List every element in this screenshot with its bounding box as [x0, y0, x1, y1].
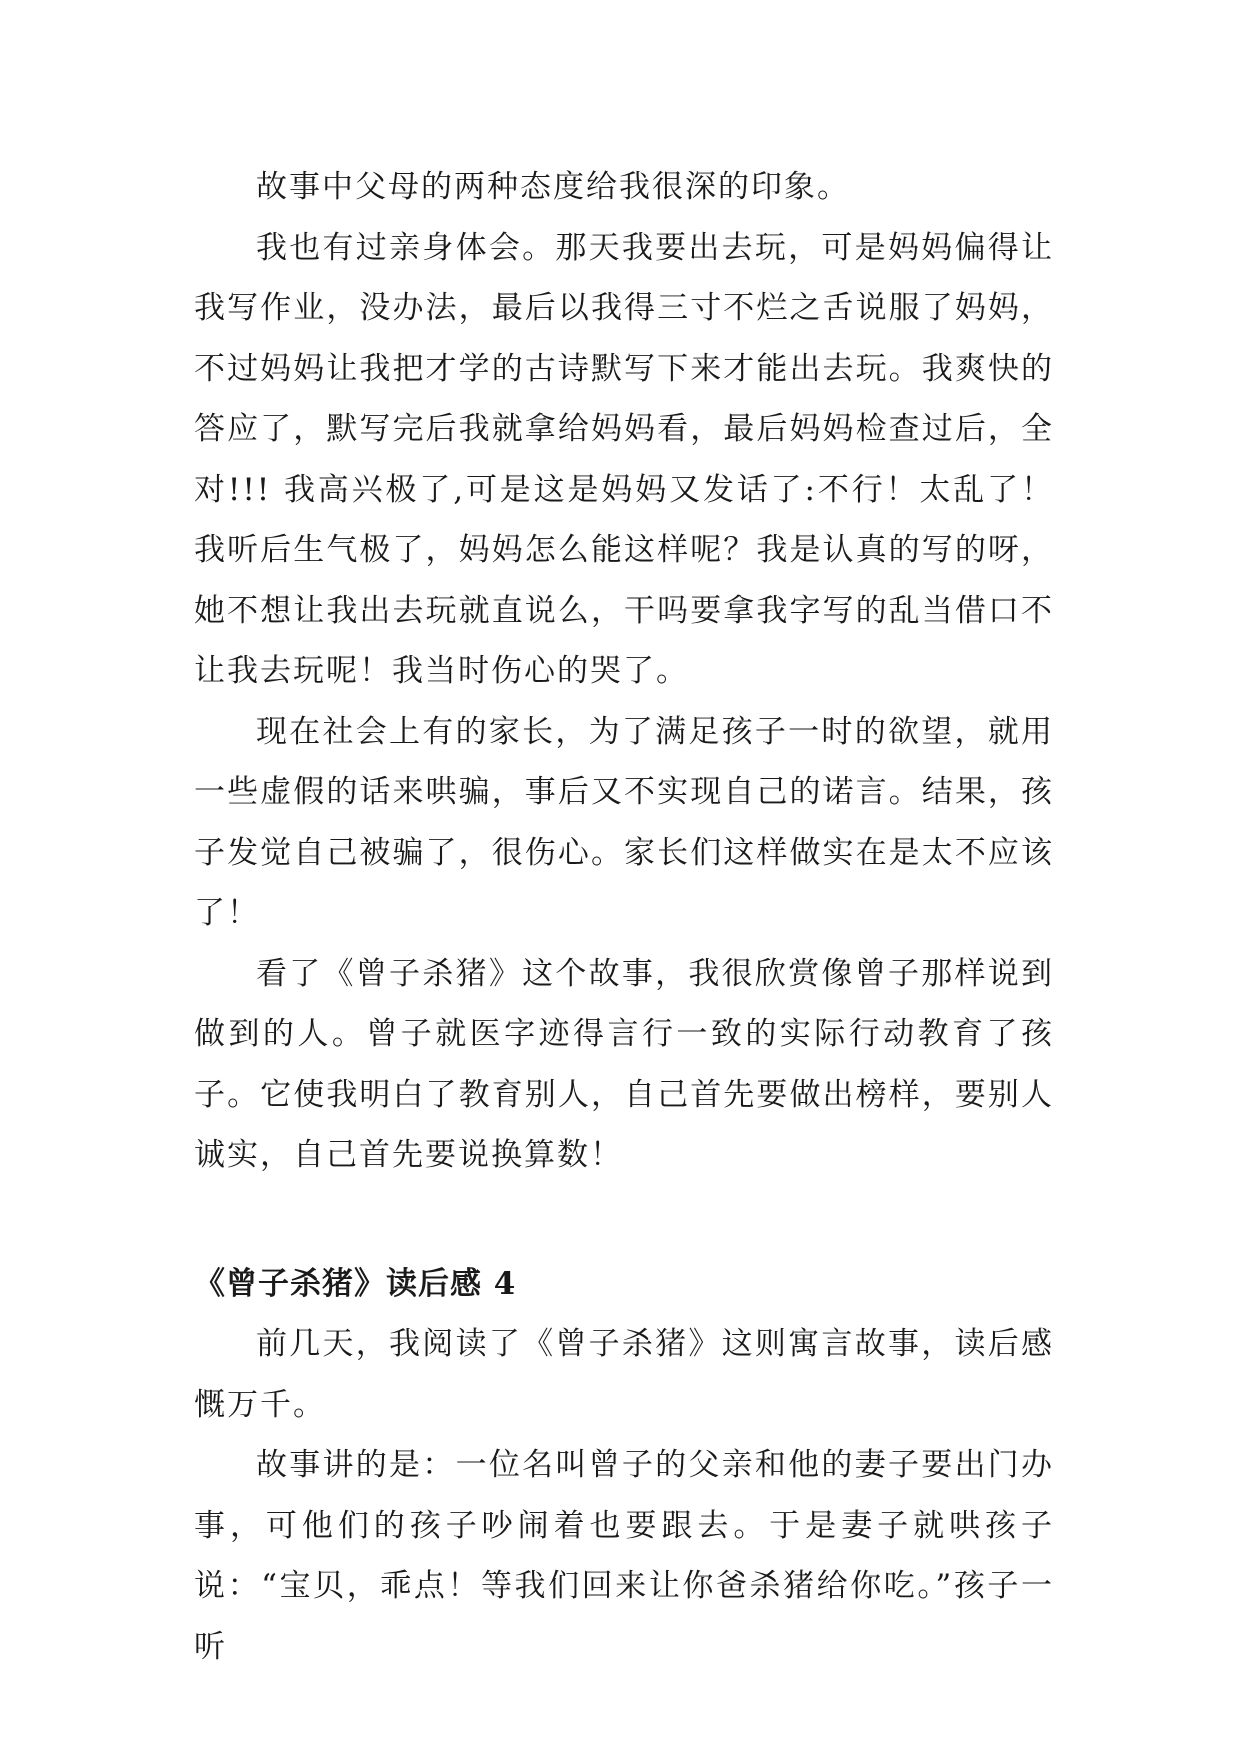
paragraph: 故事讲的是：一位名叫曾子的父亲和他的妻子要出门办事，可他们的孩子吵闹着也要跟去。于是妻子就哄孩子说：“宝贝，乖点！等我们回来让你爸杀猪给你吃。”孩子一听	[194, 1447, 1054, 1665]
paragraph: 看了《曾子杀猪》这个故事，我很欣赏像曾子那样说到做到的人。曾子就医字迹得言行一致的实际行动教育了孩子。它使我明白了教育别人，自己首先要做出榜样，要别人诚实，自己首先要说换算数！	[194, 955, 1054, 1173]
document-body	[194, 157, 1054, 1677]
paragraph: 我也有过亲身体会。那天我要出去玩，可是妈妈偏得让我写作业，没办法，最后以我得三寸不烂之舌说服了妈妈，不过妈妈让我把才学的古诗默写下来才能出去玩。我爽快的答应了，默写完后我就拿给妈妈看，最后妈妈检查过后，全对!!! 我高兴极了,可是这是妈妈又发话了:不行！太乱了！我听后生气极了，妈妈怎么能这样呢？我是认真的写的呀，她不想让我出去玩就直说么，干吗要拿我字写的乱当借口不让我去玩呢！我当时伤心的哭了。	[194, 229, 1054, 689]
paragraph: 前几天，我阅读了《曾子杀猪》这则寓言故事，读后感慨万千。	[194, 1326, 1054, 1423]
paragraph: 故事中父母的两种态度给我很深的印象。	[256, 169, 850, 205]
section-title: 《曾子杀猪》读后感 4	[194, 1265, 517, 1302]
paragraph: 现在社会上有的家长，为了满足孩子一时的欲望，就用一些虚假的话来哄骗，事后又不实现自己的诺言。结果，孩子发觉自己被骗了，很伤心。家长们这样做实在是太不应该了！	[194, 713, 1054, 931]
